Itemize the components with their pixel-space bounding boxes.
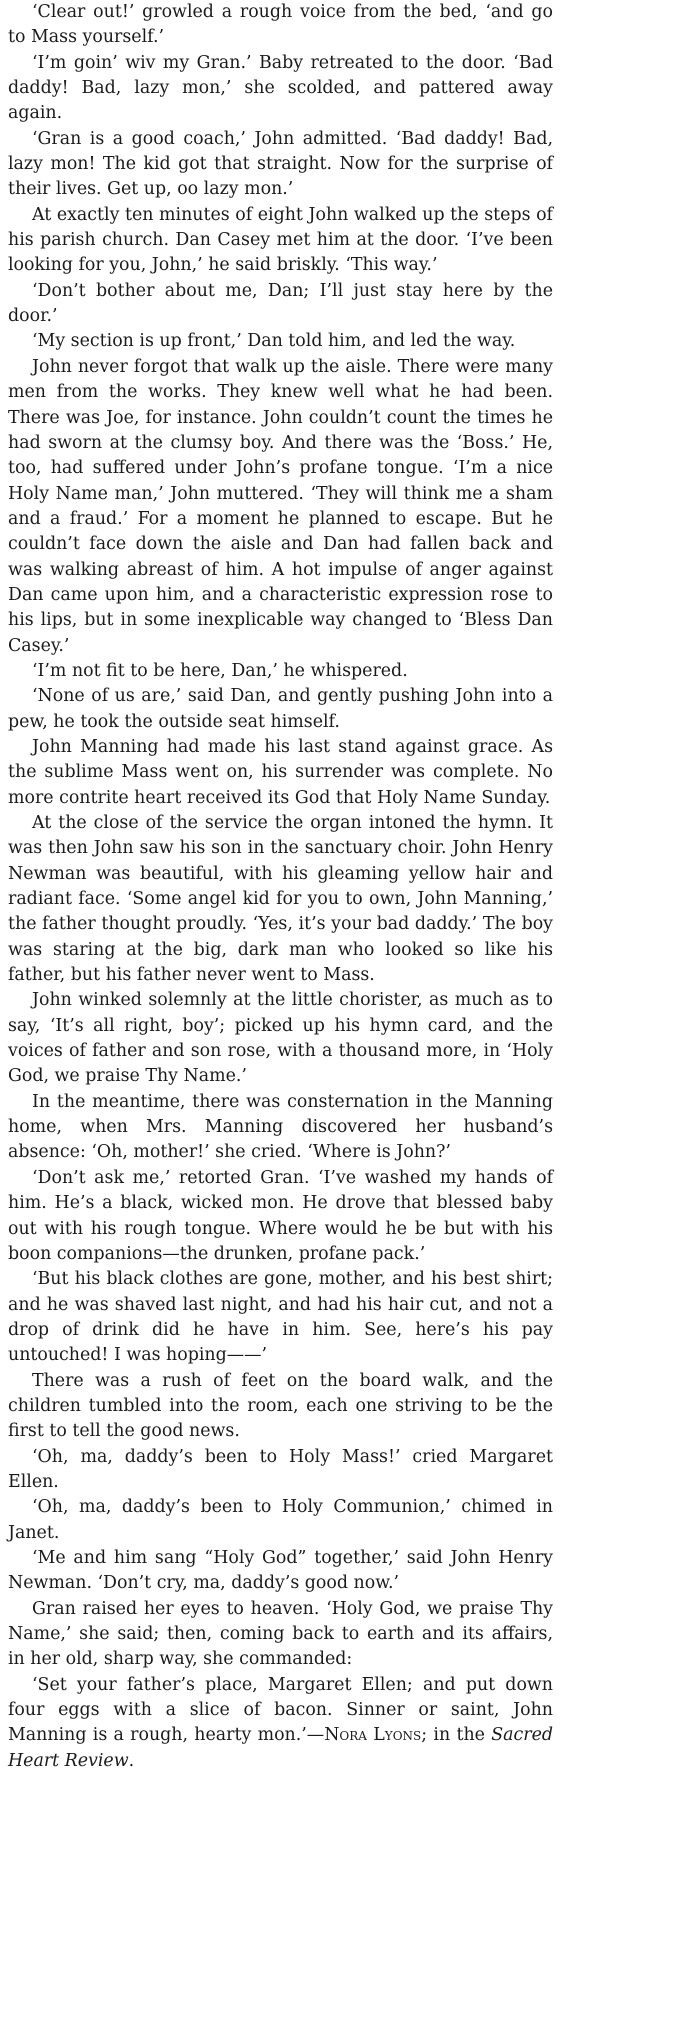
paragraph: ‘Oh, ma, daddy’s been to Holy Mass!’ cried Margaret Ellen. — [8, 1446, 553, 1492]
paragraph: ‘Me and him sang “Holy God” together,’ said John Henry Newman. ‘Don’t cry, ma, daddy’s good now.’ — [8, 1547, 553, 1594]
paragraph: John winked solemnly at the little chorister, as much as to say, ‘It’s all right, boy’; picked up his hymn card, and the voices of father and son rose, with a thousand more, in ‘Holy God, we praise Thy Name.’ — [8, 990, 553, 1087]
paragraph: ‘I’m goin’ wiv my Gran.’ Baby retreated to the door. ‘Bad daddy! Bad, lazy mon,’ she scolded, and pattered away again. — [8, 52, 553, 124]
paragraph: John Manning had made his last stand against grace. As the sublime Mass went on, his surrender was complete. No more contrite heart received its God that Holy Name Sunday. — [8, 736, 553, 808]
paragraph: ‘Gran is a good coach,’ John admitted. ‘Bad daddy! Bad, lazy mon! The kid got that straight. Now for the surprise of their lives. Get up, oo lazy mon.’ — [8, 128, 553, 200]
source-prefix: ; in the — [421, 1725, 492, 1746]
author-name: Nora Lyons — [324, 1725, 422, 1746]
source-suffix: . — [128, 1750, 135, 1771]
source-title: Sacred Heart Review — [8, 1725, 554, 1771]
paragraph: At the close of the service the organ intoned the hymn. It was then John saw his son in the sanctuary choir. John Henry Newman was beautiful, with his gleaming yellow hair and radiant face. ‘Some angel kid for you to own, John Manning,’ the father thought proudly. ‘Yes, it’s your bad daddy.’ The boy was staring at the big, dark man who looked so like his father, but his father never went to Mass. — [8, 813, 553, 986]
paragraph: ‘But his black clothes are gone, mother, and his best shirt; and he was shaved last night, and had his hair cut, and not a drop of drink did he have in him. See, here’s his pay untouched! I was hoping——’ — [8, 1269, 553, 1366]
paragraph: ‘None of us are,’ said Dan, and gently pushing John into a pew, he took the outside seat himself. — [8, 686, 553, 732]
paragraph: In the meantime, there was consternation in the Manning home, when Mrs. Manning discovered her husband’s absence: ‘Oh, mother!’ she cried. ‘Where is John?’ — [8, 1091, 553, 1163]
paragraph: At exactly ten minutes of eight John walked up the steps of his parish church. Dan Casey met him at the door. ‘I’ve been looking for you, John,’ he said briskly. ‘This way.’ — [8, 204, 553, 276]
paragraph: ‘My section is up front,’ Dan told him, and led the way. — [32, 331, 516, 352]
paragraph: Gran raised her eyes to heaven. ‘Holy God, we praise Thy Name,’ she said; then, coming back to earth and its affairs, in her old, sharp way, she commanded: — [8, 1598, 553, 1670]
paragraph: John never forgot that walk up the aisle. There were many men from the works. They knew well what he had been. There was Joe, for instance. John couldn’t count the times he had sworn at the clumsy boy. And there was the ‘Boss.’ He, too, had suffered under John’s profane tongue. ‘I’m a nice Holy Name man,’ John muttered. ‘They will think me a sham and a fraud.’ For a moment he planned to escape. But he couldn’t face down the aisle and Dan had fallen back and was walking abreast of him. A hot impulse of anger against Dan came upon him, and a characteristic expression rose to his lips, but in some inexplicable way changed to ‘Bless Dan Casey.’ — [8, 356, 553, 656]
final-paragraph-text: ‘Set your father’s place, Margaret Ellen; and put down four eggs with a slice of bacon. Sinner or saint, John Manning is a rough, hearty mon.’— — [8, 1674, 553, 1746]
paragraph: ‘Clear out!’ growled a rough voice from the bed, ‘and go to Mass yourself.’ — [8, 2, 553, 48]
paragraph: ‘Oh, ma, daddy’s been to Holy Communion,’ chimed in Janet. — [8, 1497, 553, 1543]
paragraph: ‘I’m not fit to be here, Dan,’ he whispered. — [32, 660, 408, 681]
paragraph: There was a rush of feet on the board walk, and the children tumbled into the room, each one striving to be the first to tell the good news. — [8, 1370, 553, 1442]
paragraph: ‘Don’t bother about me, Dan; I’ll just stay here by the door.’ — [8, 280, 553, 327]
paragraph: ‘Don’t ask me,’ retorted Gran. ‘I’ve washed my hands of him. He’s a black, wicked mon. He drove that blessed baby out with his rough tongue. Where would he be but with his boon companions—the drunken, profane pack.’ — [8, 1167, 553, 1264]
final-paragraph — [8, 1673, 553, 1774]
